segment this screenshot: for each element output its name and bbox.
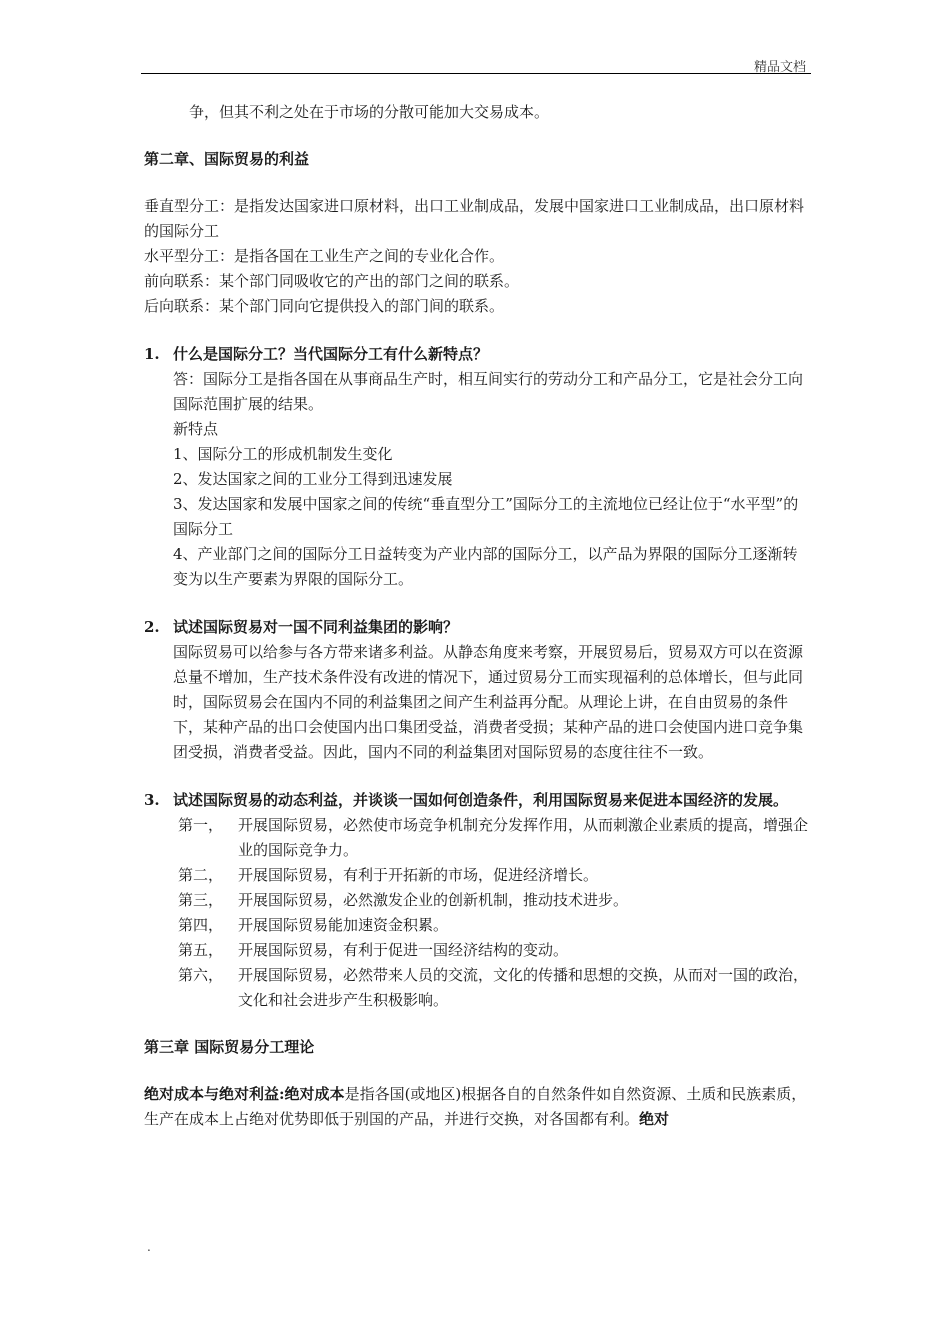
question-1-heading xyxy=(144,342,812,367)
question-3-title: 试述国际贸易的动态利益，并谈谈一国如何创造条件，利用国际贸易来促进本国经济的发展。 xyxy=(173,791,789,809)
question-1-subheading: 新特点 xyxy=(173,420,219,438)
list-item: 3、发达国家和发展中国家之间的传统“垂直型分工”国际分工的主流地位已经让位于“水平型”的国际分工 xyxy=(173,495,799,538)
ordinal-text: 开展国际贸易，必然激发企业的创新机制，推动技术进步。 xyxy=(238,891,629,909)
header-rule xyxy=(141,73,811,74)
term-label: 绝对成本与绝对利益: xyxy=(144,1085,285,1103)
term-definition: 是指各国(或地区)根据各自的自然条件如自然资源、土质和民族素质，生产在成本上占绝对优势即低于别国的产品，并进行交换，对各国都有利。 xyxy=(144,1085,807,1128)
chapter2-title: 第二章、国际贸易的利益 xyxy=(144,150,310,168)
ordinal-text: 开展国际贸易，有利于促进一国经济结构的变动。 xyxy=(238,941,569,959)
chapter3-title: 第三章 国际贸易分工理论 xyxy=(144,1038,315,1056)
question-1-body xyxy=(144,367,812,592)
ordinal-text: 开展国际贸易，有利于开拓新的市场，促进经济增长。 xyxy=(238,866,599,884)
definition-backward: 后向联系：某个部门同向它提供投入的部门间的联系。 xyxy=(144,297,505,315)
ordinal-text: 开展国际贸易能加速资金积累。 xyxy=(238,916,449,934)
term-tail: 绝对 xyxy=(639,1110,670,1128)
list-item xyxy=(173,913,812,938)
question-3-number: 3. xyxy=(144,791,160,809)
list-item xyxy=(173,938,812,963)
list-item xyxy=(173,888,812,913)
definition-forward: 前向联系：某个部门同吸收它的产出的部门之间的联系。 xyxy=(144,272,520,290)
ordinal-label: 第三， xyxy=(178,891,224,909)
question-2-number: 2. xyxy=(144,618,160,636)
ordinal-label: 第六， xyxy=(178,966,224,984)
list-item xyxy=(173,863,812,888)
ordinal-label: 第二， xyxy=(178,866,224,884)
question-1-answer: 答：国际分工是指各国在从事商品生产时，相互间实行的劳动分工和产品分工，它是社会分工向国际范围扩展的结果。 xyxy=(173,370,804,413)
ordinal-text: 开展国际贸易，必然使市场竞争机制充分发挥作用，从而刺激企业素质的提高，增强企业的国际竞争力。 xyxy=(238,816,809,859)
ordinal-label: 第一， xyxy=(178,816,224,834)
list-item: 1、国际分工的形成机制发生变化 xyxy=(173,445,393,463)
question-2-title: 试述国际贸易对一国不同利益集团的影响？ xyxy=(173,618,459,636)
ordinal-label: 第四， xyxy=(178,916,224,934)
definition-vertical: 垂直型分工：是指发达国家进口原材料，出口工业制成品，发展中国家进口工业制成品，出口原材料的国际分工 xyxy=(144,197,805,240)
ordinal-label: 第五， xyxy=(178,941,224,959)
list-item xyxy=(173,963,812,1013)
document-body xyxy=(144,100,812,1132)
intro-line: 争，但其不利之处在于市场的分散可能加大交易成本。 xyxy=(189,103,550,121)
question-2-heading xyxy=(144,615,812,640)
ordinal-text: 开展国际贸易，必然带来人员的交流，文化的传播和思想的交换，从而对一国的政治，文化和社会进步产生积极影响。 xyxy=(238,966,809,1009)
term-label: 绝对成本 xyxy=(284,1085,345,1103)
question-1-number: 1. xyxy=(144,345,160,363)
list-item xyxy=(173,813,812,863)
list-item: 2、发达国家之间的工业分工得到迅速发展 xyxy=(173,470,453,488)
question-2-body xyxy=(144,640,812,765)
question-3-body xyxy=(144,813,812,1013)
page-header: 精品文档 xyxy=(753,60,806,75)
list-item: 4、产业部门之间的国际分工日益转变为产业内部的国际分工，以产品为界限的国际分工逐渐转变为以生产要素为界限的国际分工。 xyxy=(173,545,798,588)
definition-horizontal: 水平型分工：是指各国在工业生产之间的专业化合作。 xyxy=(144,247,505,265)
question-1-title: 什么是国际分工？当代国际分工有什么新特点？ xyxy=(173,345,489,363)
footer-mark: . xyxy=(147,1240,151,1254)
absolute-cost-paragraph xyxy=(144,1082,812,1132)
question-3-heading xyxy=(144,788,812,813)
question-2-answer: 国际贸易可以给参与各方带来诸多利益。从静态角度来考察，开展贸易后，贸易双方可以在资源总量不增加，生产技术条件没有改进的情况下，通过贸易分工而实现福利的总体增长，但与此同时，国际贸易会在国内不同的利益集团之间产生利益再分配。从理论上讲，在自由贸易的条件下，某种产品的出口会使国内出口集团受益，消费者受损；某种产品的进口会使国内进口竞争集团受损，消费者受益。因此，国内不同的利益集团对国际贸易的态度往往不一致。 xyxy=(173,643,804,761)
